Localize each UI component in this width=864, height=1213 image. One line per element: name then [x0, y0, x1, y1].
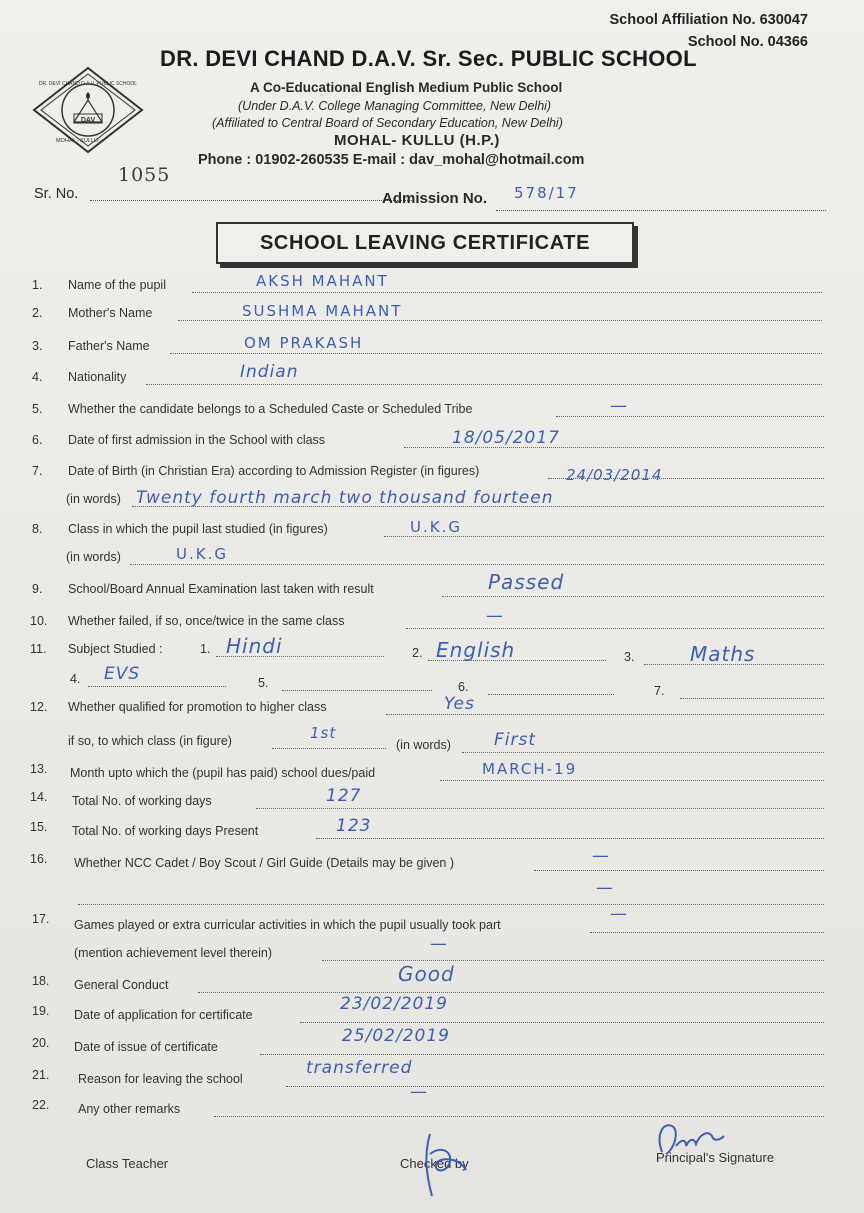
- certificate-title: SCHOOL LEAVING CERTIFICATE: [216, 222, 634, 264]
- field-label-promoted-class-words: (in words): [396, 738, 451, 752]
- field-number: 2.: [32, 306, 43, 320]
- field-label-issue-date: Date of issue of certificate: [74, 1040, 218, 1054]
- field-value-ncc-details: —: [596, 878, 614, 898]
- field-label-dob-words: (in words): [66, 492, 121, 506]
- field-value-dob: 24/03/2014: [566, 466, 663, 484]
- field-number: 10.: [30, 614, 48, 628]
- field-label-last-class-words: (in words): [66, 550, 121, 564]
- field-value-caste: —: [610, 396, 628, 416]
- field-label-exam-result: School/Board Annual Examination last taken with result: [68, 582, 374, 596]
- field-label-subjects: Subject Studied :: [68, 642, 163, 656]
- field-label-activities: Games played or extra curricular activities in which the pupil usually took part: [74, 918, 501, 932]
- dotted-line: [192, 292, 822, 293]
- school-number: School No. 04366: [687, 34, 808, 50]
- admission-number: 578/17: [514, 184, 579, 202]
- logo-center-text: DAV: [80, 117, 96, 124]
- field-number: 13.: [30, 762, 48, 776]
- dotted-line: [170, 353, 822, 354]
- logo-bottom-text: MOHAL - KULLU: [56, 138, 98, 144]
- dotted-line: [384, 536, 824, 537]
- field-label-ncc: Whether NCC Cadet / Boy Scout / Girl Guide (Details may be given ): [74, 856, 455, 870]
- dotted-line: [316, 838, 824, 839]
- subject-1-value: Hindi: [226, 634, 283, 658]
- school-name: DR. DEVI CHAND D.A.V. Sr. Sec. PUBLIC SCHOOL: [160, 46, 697, 71]
- field-number: 11.: [30, 642, 47, 656]
- field-label-promotion: Whether qualified for promotion to higher class: [68, 700, 327, 714]
- subject-number: 5.: [258, 676, 269, 690]
- field-value-first-admission: 18/05/2017: [452, 428, 560, 448]
- school-subtitle: A Co-Educational English Medium Public School: [250, 80, 563, 95]
- field-value-ncc: —: [592, 846, 610, 866]
- field-label-mother-name: Mother's Name: [68, 306, 153, 320]
- subject-number: 7.: [654, 684, 665, 698]
- field-number: 17.: [32, 912, 50, 926]
- principal-signature-icon: [652, 1116, 752, 1162]
- field-label-nationality: Nationality: [68, 370, 127, 384]
- field-value-nationality: Indian: [240, 362, 299, 382]
- dotted-line: [272, 748, 386, 749]
- subject-number: 4.: [70, 672, 81, 686]
- field-value-leaving-reason: transferred: [306, 1058, 413, 1078]
- dotted-line: [256, 808, 824, 809]
- dotted-line: [260, 1054, 824, 1055]
- field-number: 19.: [32, 1004, 50, 1018]
- field-number: 9.: [32, 582, 43, 596]
- dav-school-emblem-icon: [30, 66, 146, 154]
- subject-3-value: Maths: [690, 642, 756, 666]
- field-label-working-days: Total No. of working days: [72, 794, 212, 808]
- field-value-application-date: 23/02/2019: [340, 994, 448, 1014]
- field-label-application-date: Date of application for certificate: [74, 1008, 253, 1022]
- subject-2-value: English: [436, 638, 516, 662]
- field-value-promoted-class: 1st: [310, 724, 337, 742]
- field-number: 14.: [30, 790, 48, 804]
- dotted-line: [146, 384, 822, 385]
- dotted-line: [590, 932, 824, 933]
- admission-label: Admission No.: [382, 190, 488, 207]
- field-number: 16.: [30, 852, 48, 866]
- field-label-conduct: General Conduct: [74, 978, 169, 992]
- field-number: 1.: [32, 278, 43, 292]
- field-value-working-days: 127: [326, 786, 362, 806]
- dotted-line: [130, 564, 824, 565]
- field-number: 22.: [32, 1098, 50, 1112]
- affiliation-number: School Affiliation No. 630047: [609, 12, 808, 28]
- field-number: 20.: [32, 1036, 50, 1050]
- field-label-failed: Whether failed, if so, once/twice in the same class: [68, 614, 345, 628]
- field-number: 7.: [32, 464, 43, 478]
- field-value-exam-result: Passed: [488, 570, 565, 594]
- serial-number: 1055: [118, 164, 171, 186]
- dotted-line: [386, 714, 824, 715]
- subject-number: 1.: [200, 642, 211, 656]
- subject-number: 3.: [624, 650, 635, 664]
- field-value-achievement: —: [430, 934, 448, 954]
- field-label-father-name: Father's Name: [68, 339, 150, 353]
- managing-committee: (Under D.A.V. College Managing Committee, New Delhi): [238, 99, 552, 113]
- field-value-pupil-name: AKSH MAHANT: [256, 272, 389, 290]
- field-number: 15.: [30, 820, 48, 834]
- field-label-caste: Whether the candidate belongs to a Scheduled Caste or Scheduled Tribe: [68, 402, 473, 416]
- subject-number: 2.: [412, 646, 423, 660]
- dotted-line: [300, 1022, 824, 1023]
- dotted-line: [534, 870, 824, 871]
- field-label-dob: Date of Birth (in Christian Era) according to Admission Register (in figures): [68, 464, 480, 478]
- dotted-line: [178, 320, 822, 321]
- field-label-pupil-name: Name of the pupil: [68, 278, 166, 292]
- field-number: 4.: [32, 370, 43, 384]
- field-value-days-present: 123: [336, 816, 372, 836]
- field-number: 5.: [32, 402, 43, 416]
- dotted-line: [680, 698, 824, 699]
- board-affiliation: (Affiliated to Central Board of Secondary Education, New Delhi): [212, 116, 563, 130]
- field-label-last-class: Class in which the pupil last studied (in figures): [68, 522, 328, 536]
- field-number: 6.: [32, 433, 43, 447]
- dotted-line: [286, 1086, 824, 1087]
- field-value-promoted-class-words: First: [494, 730, 537, 750]
- field-label-remarks: Any other remarks: [78, 1102, 181, 1116]
- field-label-promoted-class: if so, to which class (in figure): [68, 734, 232, 748]
- class-teacher-label: Class Teacher: [86, 1156, 169, 1171]
- dotted-line: [78, 904, 824, 905]
- dotted-line: [442, 596, 824, 597]
- field-number: 18.: [32, 974, 50, 988]
- field-value-last-class: U.K.G: [410, 518, 462, 536]
- dotted-line: [462, 752, 824, 753]
- field-label-dues-paid: Month upto which the (pupil has paid) school dues/paid: [70, 766, 376, 780]
- field-label-days-present: Total No. of working days Present: [72, 824, 259, 838]
- field-number: 21.: [32, 1068, 50, 1082]
- field-number: 12.: [30, 700, 48, 714]
- school-contact: Phone : 01902-260535 E-mail : dav_mohal@hotmail.com: [198, 152, 585, 168]
- field-value-promotion: Yes: [444, 694, 475, 714]
- school-location: MOHAL- KULLU (H.P.): [334, 132, 500, 149]
- serial-label: Sr. No.: [34, 186, 79, 202]
- field-value-issue-date: 25/02/2019: [342, 1026, 450, 1046]
- field-value-last-class-words: U.K.G: [176, 545, 228, 563]
- field-value-activities: —: [610, 904, 628, 924]
- field-label-achievement: (mention achievement level therein): [74, 946, 273, 960]
- dotted-line: [198, 992, 824, 993]
- dotted-line: [406, 628, 824, 629]
- dotted-line: [440, 780, 824, 781]
- principal-signature-label: Principal's Signature: [656, 1150, 775, 1165]
- checked-by-label: Checked by: [400, 1156, 469, 1171]
- checker-signature-icon: [406, 1124, 486, 1204]
- field-value-failed: —: [486, 606, 504, 626]
- dotted-line: [556, 416, 824, 417]
- field-number: 3.: [32, 339, 43, 353]
- subject-4-value: EVS: [104, 664, 141, 684]
- dotted-line: [88, 686, 226, 687]
- dotted-line: [282, 690, 432, 691]
- field-value-dob-words: Twenty fourth march two thousand fourteen: [136, 488, 554, 508]
- field-label-first-admission: Date of first admission in the School with class: [68, 433, 326, 447]
- field-value-conduct: Good: [398, 962, 455, 986]
- field-number: 8.: [32, 522, 43, 536]
- dotted-line: [488, 694, 614, 695]
- field-value-father-name: OM PRAKASH: [244, 334, 364, 352]
- subject-number: 6.: [458, 680, 469, 694]
- field-label-leaving-reason: Reason for leaving the school: [78, 1072, 243, 1086]
- admission-dotted-line: [496, 210, 826, 211]
- logo-top-text: DR. DEVI CHAND D.A.V. PUBLIC SCHOOL: [38, 81, 138, 87]
- serial-dotted-line: [90, 200, 412, 201]
- field-value-dues-paid: MARCH-19: [482, 760, 578, 778]
- field-value-remarks: —: [410, 1082, 428, 1102]
- field-value-mother-name: SUSHMA MAHANT: [242, 302, 403, 320]
- dotted-line: [322, 960, 824, 961]
